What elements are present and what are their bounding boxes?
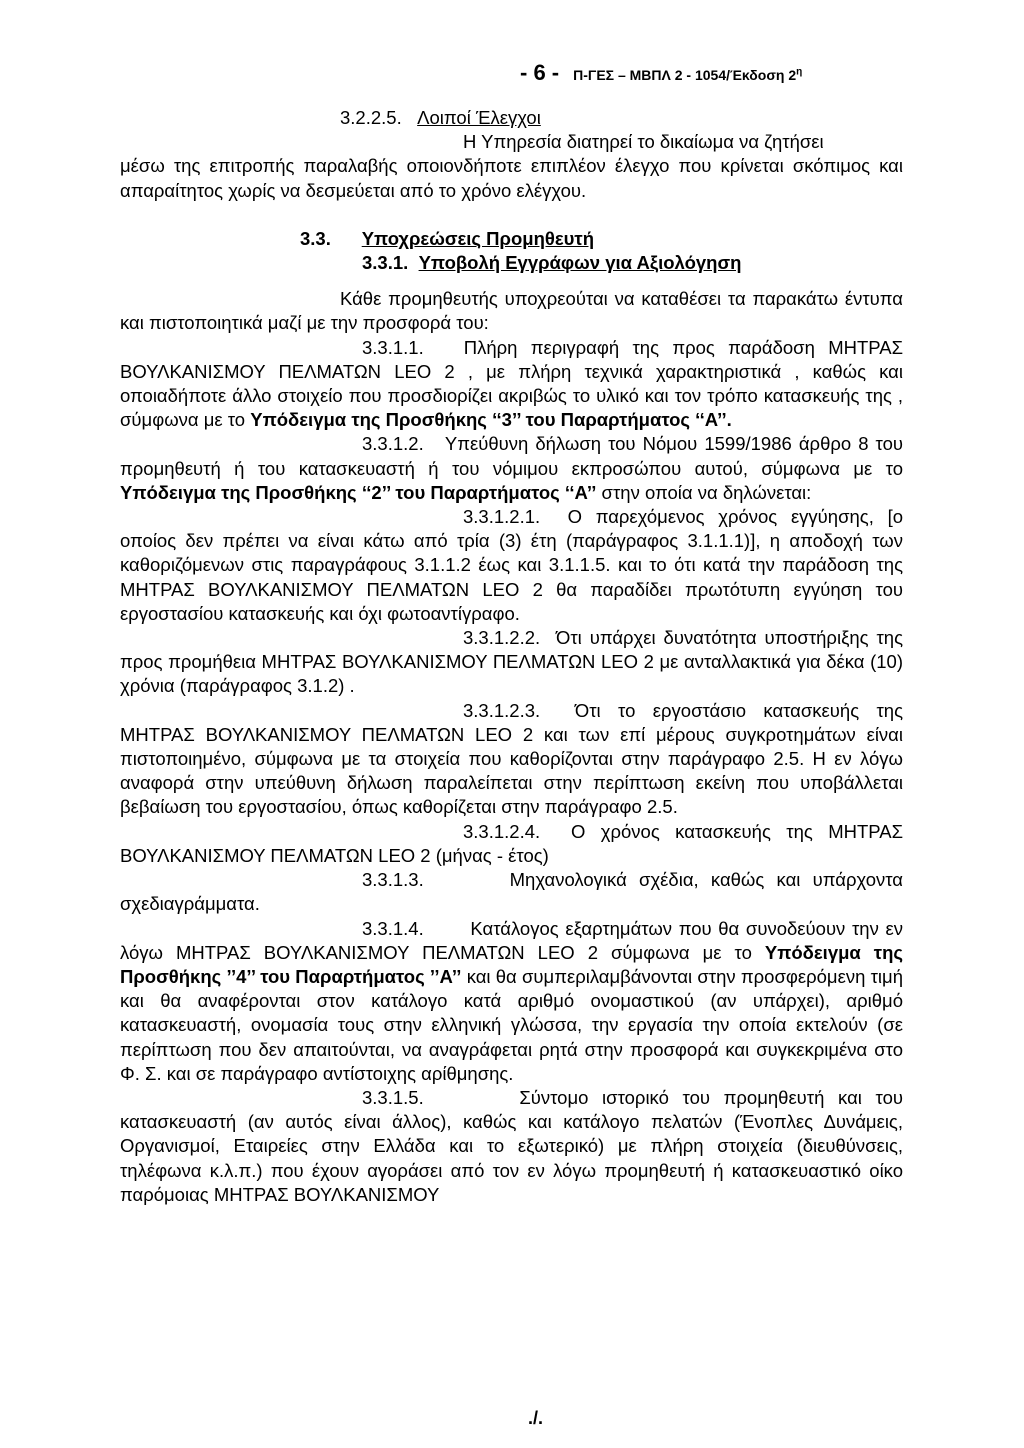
document-body (120, 106, 903, 1207)
section-3-3-1-1: 3.3.1.1. Πλήρη περιγραφή της προς παράδοση ΜΗΤΡΑΣ ΒΟΥΛΚΑΝΙΣΜΟΥ ΠΕΛΜΑΤΩΝ LEO 2 , με πλήρη τεχνικά χαρακτηριστικά , καθώς και οποιαδήποτε άλλο στοιχείο που προσδιορίζει ακριβώς το υλικό και τον τρόπο κατασκευής της , σύμφωνα με το Υπόδειγμα της Προσθήκης ‘‘3’’ του Παραρτήματος ‘‘Α’’. (120, 336, 904, 431)
section-title: Υποχρεώσεις Προμηθευτή (361, 227, 594, 249)
section-3-3-1-2-2: 3.3.1.2.2. Ότι υπάρχει δυνατότητα υποστήριξης της προς προμήθεια ΜΗΤΡΑΣ ΒΟΥΛΚΑΝΙΣΜΟΥ ΠΕΛΜΑΤΩΝ LEO 2 με ανταλλακτικά για δέκα (10) χρόνια (παράγραφος 3.1.2) . (120, 627, 903, 697)
section-number: 3.3. (300, 227, 331, 249)
page-number: - 6 - (520, 60, 560, 85)
section-3-2-2-5-first-line: Η Υπηρεσία διατηρεί το δικαίωμα να ζητήσει (463, 131, 824, 153)
section-3-3-1-heading (120, 251, 903, 275)
section-3-3-1-3: 3.3.1.3. Μηχανολογικά σχέδια, καθώς και υπάρχοντα σχεδιαγράμματα. (120, 869, 903, 915)
section-3-3-1-2-3: 3.3.1.2.3. Ότι το εργοστάσιο κατασκευής της ΜΗΤΡΑΣ ΒΟΥΛΚΑΝΙΣΜΟΥ ΠΕΛΜΑΤΩΝ LEO 2 και των επί μέρους συγκροτημάτων είναι πιστοποιημένο, σύμφωνα με τα στοιχεία που καθορίζονται στην παράγραφο 2.5. Η εν λόγω αναφορά στην υπεύθυνη δήλωση παραλείπεται στην περίπτωση εκείνη που υποβάλλεται βεβαίωση του εργοστασίου, όπως καθορίζεται στην παράγραφο 2.5. (120, 699, 904, 818)
section-3-3-1-4: 3.3.1.4. Κατάλογος εξαρτημάτων που θα συνοδεύουν την εν λόγω ΜΗΤΡΑΣ ΒΟΥΛΚΑΝΙΣΜΟΥ ΠΕΛΜΑΤΩΝ LEO 2 σύμφωνα με το Υπόδειγμα της Προσθήκης ’’4’’ του Παραρτήματος ’’Α’’ και θα συμπεριλαμβάνονται στην προσφερόμενη τιμή και θα αναφέρονται στον κατάλογο κατά αριθμό ονομαστικού (αν υπάρχει), αριθμό κατασκευαστή, ονομασία τους στην ελληνική γλώσσα, την εργασία την οποία εκτελούν (σε περίπτωση που δεν απαιτούνται, να αναγράφεται ρητά στην προσφορά και συγκεκριμένα στο Φ. Σ. και σε παράγραφο αντίστοιχης αρίθμησης. (120, 917, 903, 1084)
page-header (520, 60, 940, 86)
section-3-3-heading (120, 227, 903, 251)
section-title: Υποβολή Εγγράφων για Αξιολόγηση (418, 252, 742, 274)
document-reference: Π-ΓΕΣ – ΜΒΠΛ 2 - 1054/Έκδοση $2^\eta$ (573, 66, 803, 83)
section-3-3-1-5: 3.3.1.5. Σύντομο ιστορικό του προμηθευτή και του κατασκευαστή (αν αυτός είναι άλλος), καθώς και κατάλογο πελατών (Ένοπλες Δυνάμεις, Οργανισμοί, Εταιρείες στην Ελλάδα και το εξωτερικό) με πλήρη στοιχεία (διευθύνσεις, τηλέφωνα κ.λ.π.) που έχουν αγοράσει από τον εν λόγω προμηθευτή ή κατασκευαστικό οίκο παρόμοιας ΜΗΤΡΑΣ ΒΟΥΛΚΑΝΙΣΜΟΥ (120, 1086, 903, 1205)
section-number: 3.2.2.5. (340, 107, 402, 128)
edition-superscript: η (796, 66, 803, 78)
section-3-3-1-2-1: 3.3.1.2.1. Ο παρεχόμενος χρόνος εγγύησης, [ο οποίος δεν πρέπει να είναι κάτω από τρία (3) έτη (παράγραφος 3.1.1.1)], η αποδοχή των καθοριζόμενων στις παραγράφους 3.1.1.2 έως και 3.1.1.5. και το ότι κατά την παράδοση της ΜΗΤΡΑΣ ΒΟΥΛΚΑΝΙΣΜΟΥ ΠΕΛΜΑΤΩΝ LEO 2 θα παραδίδει πρωτότυπη εγγύηση του εργοστασίου κατασκευής και όχι φωτοαντίγραφο. (120, 506, 903, 624)
section-title: Λοιποί Έλεγχοι (417, 107, 541, 128)
section-number: 3.3.1. (362, 252, 409, 274)
continuation-mark: ./. (528, 1408, 544, 1428)
section-3-3-1-2: 3.3.1.2. Υπεύθυνη δήλωση του Νόμου 1599/1986 άρθρο 8 του προμηθευτή ή του κατασκευαστή ή του νόμιμου εκπροσώπου αυτού, σύμφωνα με το Υπόδειγμα της Προσθήκης ‘‘2’’ του Παραρτήματος ‘‘Α’’ στην οποία να δηλώνεται: (120, 433, 904, 503)
section-3-2-2-5-heading (120, 106, 903, 130)
section-3-3-1-text: Κάθε προμηθευτής υποχρεούται να καταθέσει τα παρακάτω έντυπα και πιστοποιητικά μαζί με την προσφορά του: (120, 288, 903, 334)
section-3-3-1-2-4: 3.3.1.2.4. Ο χρόνος κατασκευής της ΜΗΤΡΑΣ ΒΟΥΛΚΑΝΙΣΜΟΥ ΠΕΛΜΑΤΩΝ LEO 2 (μήνας - έτος) (120, 820, 904, 866)
section-3-2-2-5-text: μέσω της επιτροπής παραλαβής οποιονδήποτε επιπλέον έλεγχο που κρίνεται σκόπιμος και απαραίτητος χωρίς να δεσμεύεται από το χρόνο ελέγχου. (120, 155, 903, 201)
